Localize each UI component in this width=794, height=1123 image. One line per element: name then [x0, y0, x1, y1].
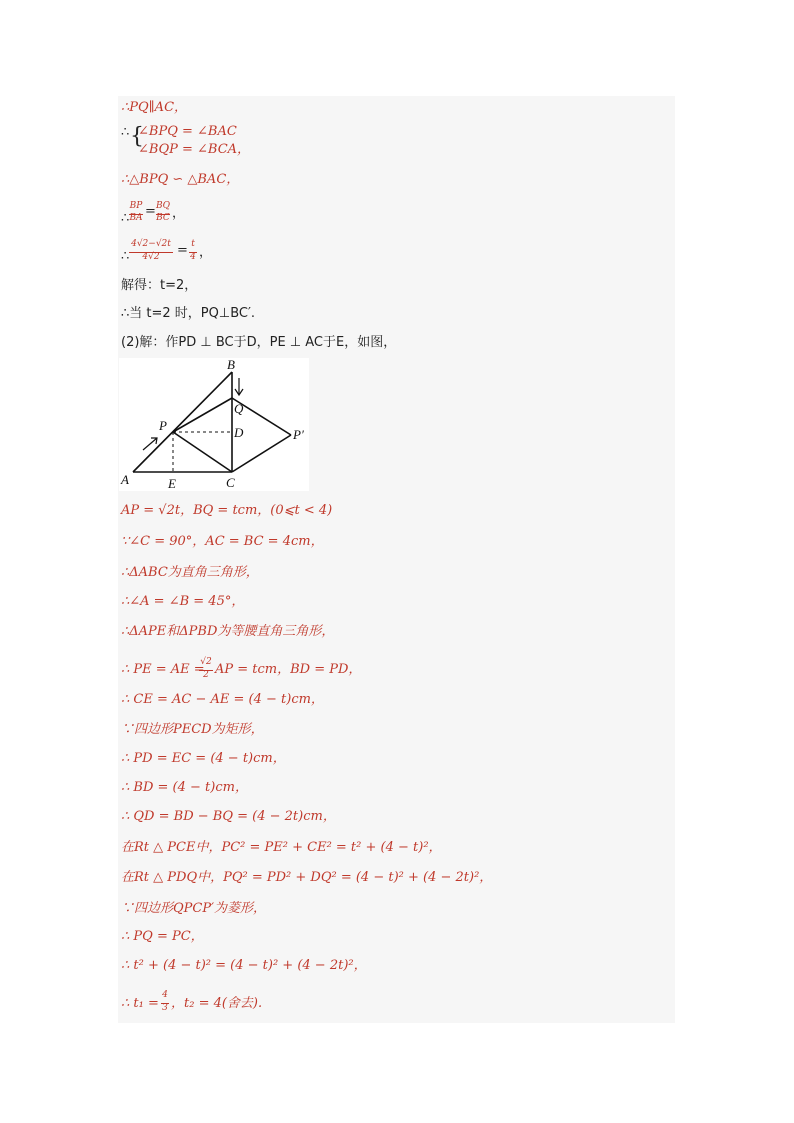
line-8: (2)解：作PD ⊥ BC于D，PE ⊥ AC于E，如图，: [121, 335, 397, 350]
label-E: E: [168, 476, 176, 491]
label-P: P: [159, 418, 167, 433]
line-17: ∴ PD = EC = (4 − t)cm，: [121, 751, 286, 766]
line-9: AP = √2t，BQ = tcm，(0⩽t < 4): [121, 503, 333, 518]
line-7: ∴当 t=2 时，PQ⊥BC′.: [121, 306, 256, 321]
label-A: A: [121, 472, 129, 487]
label-D: D: [234, 425, 244, 440]
line-13: ∴ΔAPE和ΔPBD为等腰直角三角形，: [121, 624, 335, 639]
line-1: ∴PQ∥AC，: [121, 100, 188, 115]
line-3: ∴△BPQ ∽ △BAC，: [121, 172, 240, 187]
line-11: ∴ΔABC为直角三角形，: [121, 565, 259, 580]
brace: {: [130, 124, 144, 149]
line-10: ∵∠C = 90°，AC = BC = 4cm，: [121, 534, 324, 549]
label-B: B: [227, 358, 235, 372]
label-Q: Q: [234, 401, 244, 416]
label-P-prime: P′: [293, 427, 304, 442]
line-2: ∴: [121, 125, 130, 140]
line-21: 在Rt △ PDQ中，PQ² = PD² + DQ² = (4 − t)² + (4 − 2t)²，: [121, 870, 493, 885]
line-20: 在Rt △ PCE中，PC² = PE² + CE² = t² + (4 − t)²，: [121, 840, 442, 855]
line-6: 解得：t=2，: [121, 278, 198, 293]
label-C: C: [226, 475, 235, 490]
line-23: ∴ PQ = PC，: [121, 929, 204, 944]
line-22: ∵四边形QPCP′为菱形，: [121, 901, 267, 916]
geometry-figure: [119, 358, 309, 491]
line-19: ∴ QD = BD − BQ = (4 − 2t)cm，: [121, 809, 336, 824]
line-15: ∴ CE = AC − AE = (4 − t)cm，: [121, 692, 324, 707]
geometry-diagram: [119, 358, 309, 491]
line-18: ∴ BD = (4 − t)cm，: [121, 780, 248, 795]
line-12: ∴∠A = ∠B = 45°，: [121, 594, 245, 609]
line-2a: ∠BPQ = ∠BAC: [138, 124, 237, 139]
line-16: ∵四边形PECD为矩形，: [121, 722, 264, 737]
line-2b: ∠BQP = ∠BCA，: [138, 142, 251, 157]
line-24: ∴ t² + (4 − t)² = (4 − t)² + (4 − 2t)²，: [121, 958, 367, 973]
